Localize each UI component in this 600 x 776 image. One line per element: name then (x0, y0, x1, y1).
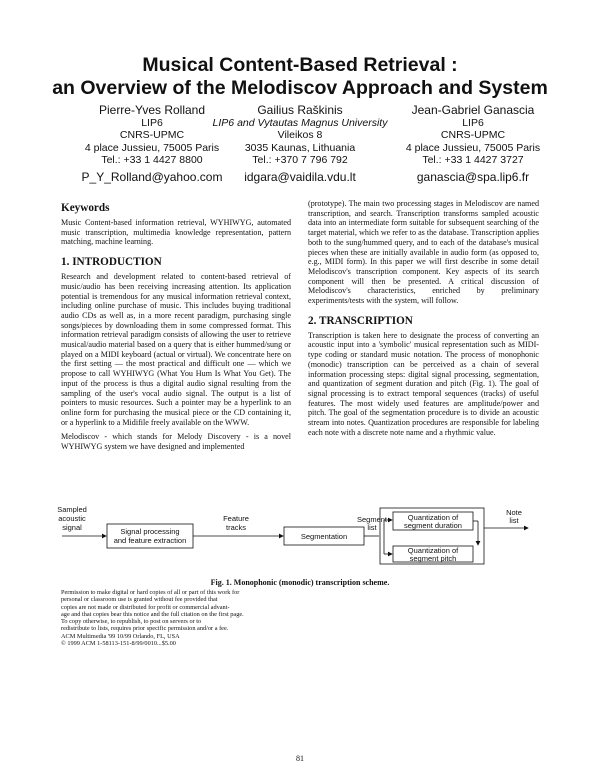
author-affiliation: LIP6 and Vytautas Magnus University (212, 117, 388, 129)
figure-caption: Fig. 1. Monophonic (monodic) transcription scheme. (210, 578, 390, 587)
permission-line: copies are not made or distributed for profit or commercial advant- (61, 603, 230, 611)
note-list-label-line1: Note (506, 508, 522, 517)
signal-processing-label-line1: Signal processing (120, 527, 180, 536)
segment-list-label-line2: list (367, 523, 377, 532)
transcription-paragraph: Transcription is taken here to designate the process of converting an acoustic input into a 'symbolic' musical representation such as MIDI-type coding or standard music notation. The process of monophonic (monodic) transcription can be perceived as a chain of several information processing steps: digital signal processing, segmentation, and quantization of segment duration and pitch (Fig. 1). The goal of signal processing is to extract temporal sequences (tracks) of useful features. The most widely used features are amplitude/power and pitch. The goal of the segmentation procedure is to divide an acoustic stream into notes. Quantization procedures are responsible for labeling each note with a discrete note name and a rhythmic value. (308, 330, 539, 437)
note-list-label-line2: list (509, 516, 519, 525)
paper-title-line2: an Overview of the Melodiscov Approach and System (52, 77, 548, 99)
author-phone: Tel.: +33 1 4427 3727 (422, 153, 524, 166)
quantization-duration-label-line2: segment duration (404, 521, 462, 530)
overview-paragraph: (prototype). The main two processing stages in Melodiscov are named transcription, and search. Transcription transforms sampled acoustic data into an intermediate form suitable for subsequent searching of the target material, which we refer to as the database. Transcription applies both to the sung/hummed query, and to each of the database's musical pieces when these are initially available in audio form (as opposed to, e.g., MIDI form). In this paper we will first describe in some detail Melodiscov's transcription component. Key aspects of its search component will then be presented. A critical discussion of Melodiscov's characteristics, enriched by preliminary experiments/tests with the system, will follow. (308, 199, 539, 306)
permission-line: © 1999 ACM 1-58113-151-8/99/0010...$5.00 (61, 640, 176, 648)
author-name: Pierre-Yves Rolland (98, 103, 206, 117)
permission-line: redistribute to lists, requires prior specific permission and/or a fee. (61, 625, 229, 633)
input-label-line1: Sampled (57, 505, 87, 514)
author-affiliation: LIP6 (141, 117, 163, 129)
left-column (61, 201, 291, 454)
permission-line: Permission to make digital or hard copies of all or part of this work for (61, 589, 240, 596)
author-institution: CNRS-UPMC (119, 129, 185, 142)
permission-line: ACM Multimedia '99 10/99 Orlando, FL, USA (61, 632, 180, 640)
introduction-paragraph-1: Research and development related to content-based retrieval of music/audio has been receiving increasing attention. Its application potential is tremendous for any musical information retrieval context, including online purchase of music. This includes buying traditional audio CDs as well as, in a more recent paradigm, purchasing single songs/pieces by downloading them in some compressed format. This information retrieval paradigm consists of allowing the user to retrieve musical/audio material based on a query that is either hummed/sung or played on a MIDI keyboard (actual or virtual). We concentrate here on the first setting — the most practical and difficult one — which we propose to call WYHIWYG (What You Hum Is What You Get). The input of the process is thus a digital audio signal resulting from the sampling of the user's vocal audio signal. The output is a list of pointers to music resources. Such a pointer may be a hyperlink to an online form for purchasing the musical piece or the CD containing it, or a hyperlink to a Midifile freely available on the WWW. (61, 272, 291, 427)
quantization-pitch-label-line1: Quantization of (407, 546, 459, 555)
transcription-scheme-figure (0, 500, 600, 576)
quantization-duration-label-line1: Quantization of (407, 513, 459, 522)
author-affiliation: LIP6 (462, 117, 484, 129)
input-label-line2: acoustic (58, 514, 86, 523)
feature-tracks-label-line2: tracks (225, 523, 247, 532)
paper-title-line1: Musical Content-Based Retrieval : (142, 54, 458, 76)
keywords-heading: Keywords (61, 202, 110, 214)
segmentation-label: Segmentation (300, 532, 348, 541)
permission-notice (61, 589, 291, 647)
author-name: Gailius Raškinis (257, 103, 343, 117)
keywords-text: Music Content-based information retrieval, WYHIWYG, automated music transcription, multimedia knowledge representation, pattern matching, machine learning. (61, 218, 291, 247)
author-address: 3035 Kaunas, Lithuania (244, 141, 356, 154)
author-phone: Tel.: +370 7 796 792 (252, 153, 348, 166)
author-email-3: ganascia@spa.lip6.fr (416, 170, 530, 184)
author-email-2: idgara@vaidila.vdu.lt (244, 170, 356, 184)
segment-list-label-line1: Segment (356, 515, 388, 524)
page-number: 81 (296, 754, 304, 763)
author-email-1: P_Y_Rolland@yahoo.com (81, 170, 223, 184)
transcription-heading: 2. TRANSCRIPTION (308, 314, 413, 327)
author-address: 4 place Jussieu, 75005 Paris (405, 141, 541, 154)
author-block-2 (210, 103, 390, 166)
input-label-line3: signal (62, 523, 82, 532)
author-institution: CNRS-UPMC (440, 129, 506, 142)
author-name: Jean-Gabriel Ganascia (411, 103, 535, 117)
right-column (308, 199, 539, 439)
feature-tracks-label-line1: Feature (223, 514, 249, 523)
signal-processing-label-line2: and feature extraction (113, 536, 187, 545)
author-address: 4 place Jussieu, 75005 Paris (84, 141, 220, 154)
quantization-pitch-label-line2: segment pitch (409, 554, 457, 563)
permission-line: personal or classroom use is granted without fee provided that (61, 596, 218, 604)
permission-line: To copy otherwise, to republish, to post on servers or to (61, 618, 202, 626)
permission-line: age and that copies bear this notice and the full citation on the first page. (61, 610, 244, 618)
author-address-street: Vileikos 8 (277, 129, 323, 142)
author-block-3 (383, 103, 563, 166)
introduction-paragraph-2: Melodiscov - which stands for Melody Discovery - is a novel WYHIWYG system we have designed and implemented (61, 432, 291, 452)
author-phone: Tel.: +33 1 4427 8800 (101, 153, 203, 166)
introduction-heading: 1. INTRODUCTION (61, 256, 162, 269)
